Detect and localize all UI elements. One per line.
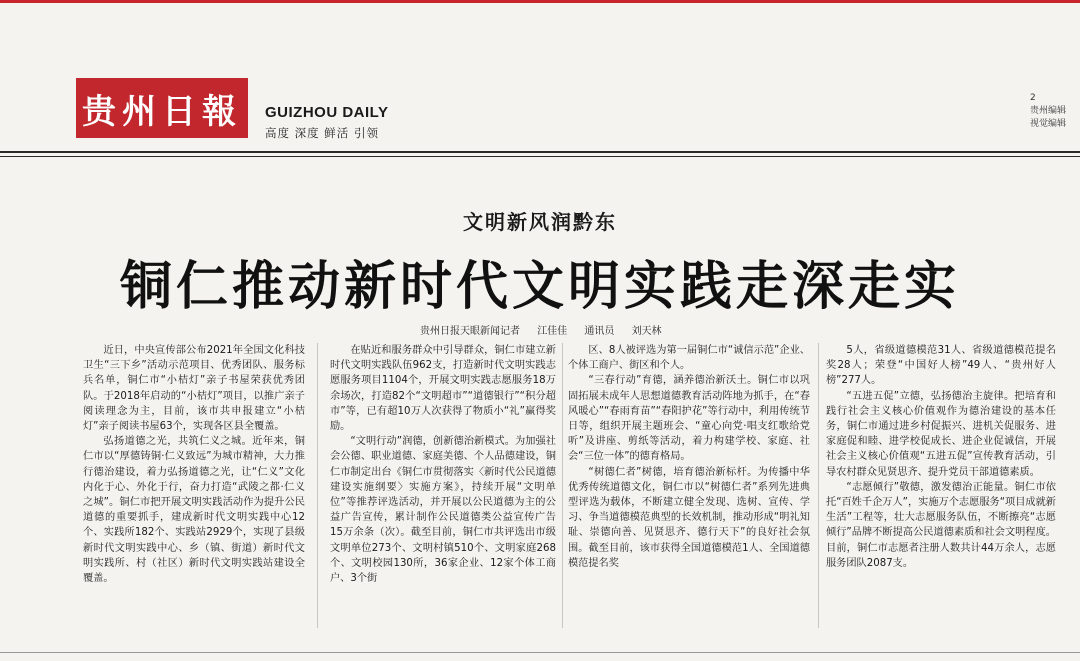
paragraph: 5人，省级道德模范31人、省级道德模范提名奖28人；荣登“中国好人榜”49人、“贵州好人榜”277人。 — [826, 345, 1056, 387]
masthead-divider — [0, 151, 1080, 153]
paragraph: 弘扬道德之光，共筑仁义之城。近年来，铜仁市以“厚德铸铜·仁义致远”为城市精神，大力推行德治建设，着力弘扬道德之光，让“仁义”文化内化于心、外化于行，奋力打造“武陵之都·仁义之城”。铜仁市把开展文明实践活动作为提升公民道德的重要抓手，建成新时代文明实践中心12个、实践所182个、实践站2929个，实现了县级新时代文明实践中心、乡（镇、街道）新时代文明实践所、村（社区）新时代文明实践站建设全覆盖。 — [83, 436, 305, 585]
newspaper-logo: 贵州日報 — [76, 78, 248, 138]
article-kicker: 文明新风润黔东 — [463, 210, 617, 234]
paper-slogan: 高度 深度 鲜活 引领 — [265, 126, 379, 140]
column-separator — [317, 343, 318, 628]
paragraph: 在贴近和服务群众中引导群众，铜仁市建立新时代文明实践队伍962支，打造新时代文明实践志愿服务项目1104个，开展文明实践志愿服务18万余场次，打造82个“文明超市”“道德银行”“积分超市”等，已有超10万人次获得了物质小“礼”赢得奖励。 — [330, 345, 556, 433]
byline-part: 刘天林 — [631, 326, 662, 337]
top-right-line: 2 — [1030, 93, 1036, 103]
paragraph: “五进五促”立德，弘扬德治主旋律。把培育和践行社会主义核心价值观作为德治建设的基本任务，铜仁市通过进乡村促振兴、进机关促服务、进家庭促和睦、进学校促成长、进企业促诚信，开展社会主义核心价值观“五进五促”宣传教育活动，引导农村群众见贤思齐、提升党员干部道德素质。 — [826, 390, 1056, 478]
paragraph: “文明行动”润德，创新德治新模式。为加强社会公德、职业道德、家庭美德、个人品德建设，铜仁市制定出台《铜仁市贯彻落实〈新时代公民道德建设实施纲要〉实施方案》，持续开展“文明单位”等推荐评选活动，并开展以公民道德为主的公益广告宣传，累计制作公民道德类公益宣传广告15万余条（次）。截至目前，铜仁市共评选出市级文明单位273个、文明村镇510个、文明家庭268个、文明校园130所，36家企业、12家个体工商户、3个街 — [330, 436, 556, 585]
article-column-1 — [83, 343, 305, 633]
paragraph: “三春行动”育德，涵养德治新沃土。铜仁市以巩固拓展未成年人思想道德教育活动阵地为抓手，在“春风暖心”“春雨育苗”“春阳护花”等行动中，利用传统节日等，组织开展主题班会、“童心向党·唱支红歌给党听”及讲座、剪纸等活动，着力构建学校、家庭、社会“三位一体”的德育格局。 — [568, 375, 810, 463]
article-byline — [420, 322, 676, 337]
article-column-2 — [330, 343, 556, 633]
top-red-rule — [0, 0, 1080, 3]
masthead-divider-thin — [0, 156, 1080, 157]
column-separator — [562, 343, 563, 628]
article-column-3 — [568, 343, 810, 633]
paragraph: 近日，中央宣传部公布2021年全国文化科技卫生“三下乡”活动示范项目、优秀团队、服务标兵名单，铜仁市“小桔灯”亲子书屋荣获优秀团队。于2018年启动的“小桔灯”项目，以推广亲子阅读理念为主，目前，该市共申报建立“小桔灯”亲子阅读书屋63个，实现各区县全覆盖。 — [83, 345, 305, 433]
byline-part: 江佳佳 — [537, 326, 568, 337]
paragraph: “树德仁者”树德，培育德治新标杆。为传播中华优秀传统道德文化，铜仁市以“树德仁者”系列先进典型评选为载体，不断建立健全发现、选树、宣传、学习、争当道德模范典型的长效机制，推动形成“明礼知耻、崇德向善、见贤思齐、德行天下”的良好社会氛围。截至目前，该市获得全国道德模范1人、全国道德模范提名奖 — [568, 466, 810, 569]
paragraph: “志愿倾行”敬德，激发德治正能量。铜仁市依托“百姓千企万人”，实施万个志愿服务“项目成就新生活”工程等，壮大志愿服务队伍，不断擦亮“志愿倾行”品牌不断提高公民道德素质和社会文明程度。目前，铜仁市志愿者注册人数共计44万余人，志愿服务团队2087支。 — [826, 481, 1056, 569]
top-right-line: 贵州编辑 — [1030, 106, 1067, 116]
bottom-rule — [0, 652, 1080, 653]
top-right-info — [1030, 92, 1066, 131]
paper-name-en: GUIZHOU DAILY — [265, 104, 389, 121]
paragraph: 区、8人被评选为第一届铜仁市“诚信示范”企业、个体工商户、街区和个人。 — [568, 345, 810, 372]
article-column-4 — [826, 343, 1056, 633]
column-separator — [818, 343, 819, 628]
top-right-line: 视觉编辑 — [1030, 119, 1067, 129]
byline-part: 贵州日报天眼新闻记者 — [420, 326, 520, 337]
byline-part: 通讯员 — [584, 326, 615, 337]
article-headline: 铜仁推动新时代文明实践走深走实 — [119, 257, 960, 317]
